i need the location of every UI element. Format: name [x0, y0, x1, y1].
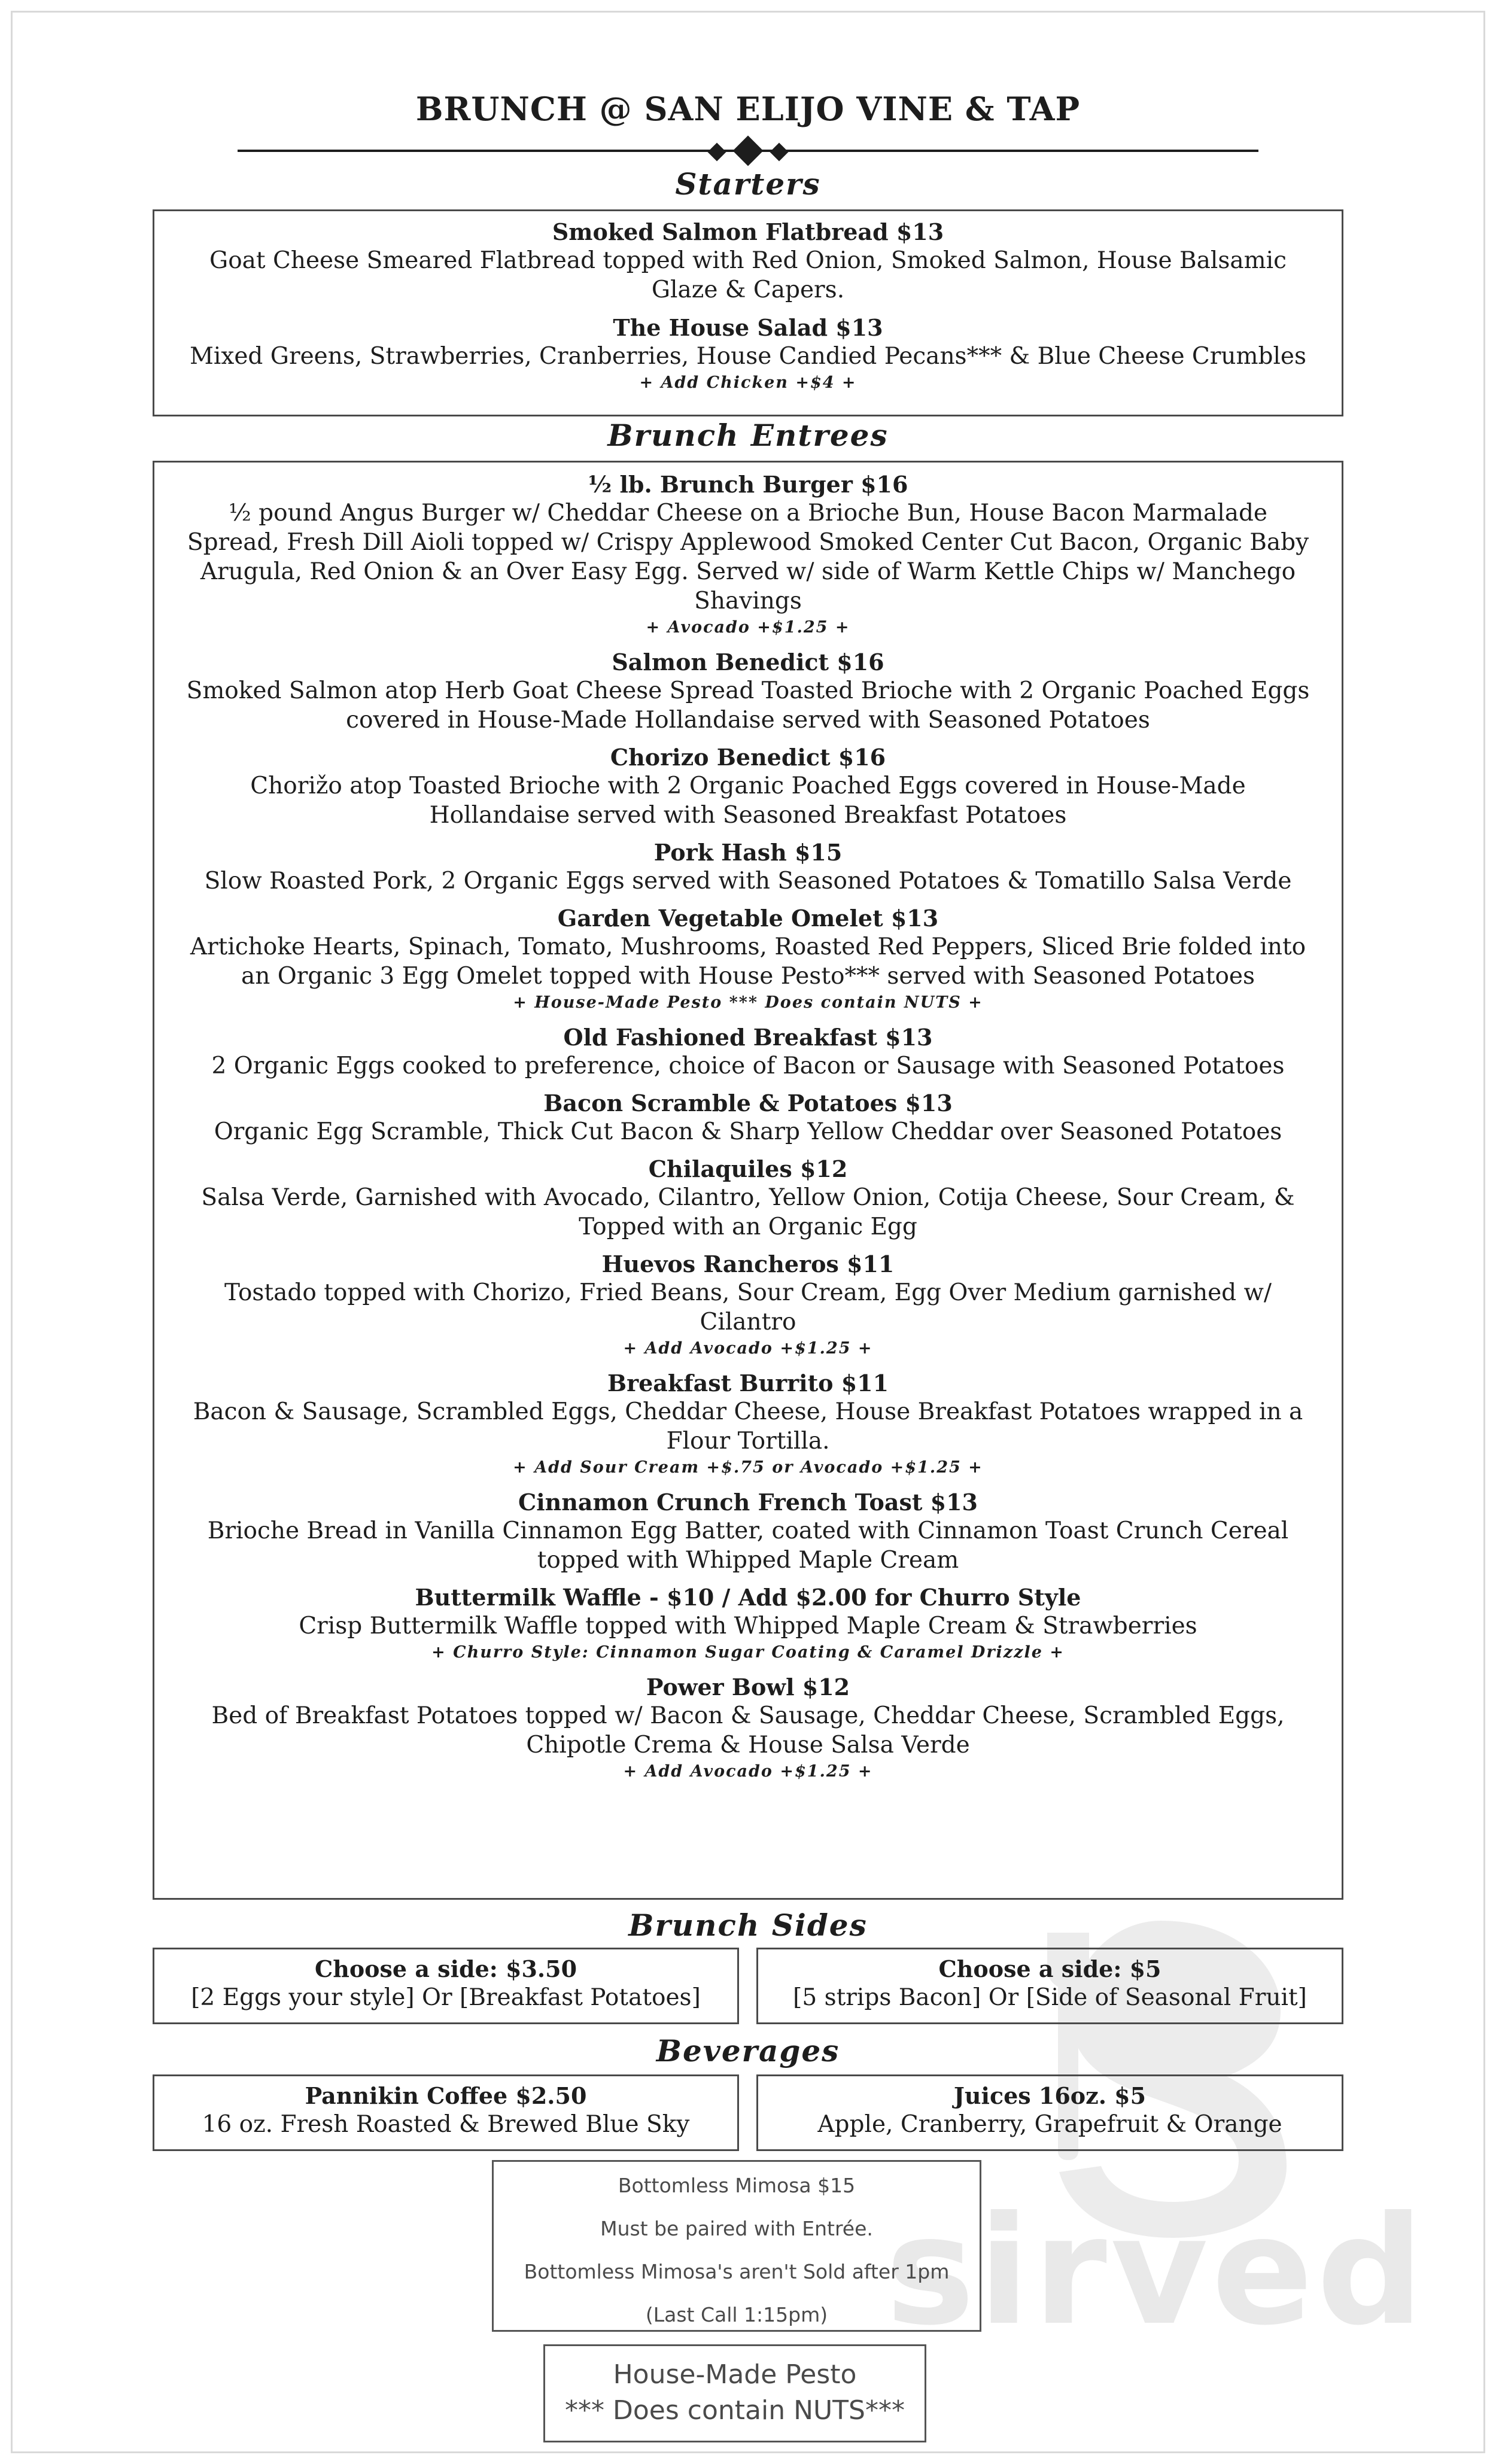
item-name: Bacon Scramble & Potatoes $13	[543, 1090, 953, 1117]
item-note: + Add Avocado +$1.25 +	[623, 1762, 873, 1781]
menu-item	[184, 839, 1312, 896]
beverage-description: 16 oz. Fresh Roasted & Brewed Blue Sky	[202, 2111, 690, 2138]
item-description: Artichoke Hearts, Spinach, Tomato, Mushrooms, Roasted Red Peppers, Sliced Brie folded into an Organic 3 Egg Omelet topped with House Pesto*** served with Seasoned Potatoes	[190, 933, 1306, 990]
item-name: Cinnamon Crunch French Toast $13	[518, 1489, 978, 1516]
item-description: Brioche Bread in Vanilla Cinnamon Egg Batter, coated with Cinnamon Toast Crunch Cereal topped with Whipped Maple Cream	[207, 1517, 1289, 1574]
item-name: Pork Hash $15	[653, 839, 843, 866]
item-note: + Add Sour Cream +$.75 or Avocado +$1.25 +	[513, 1458, 983, 1477]
item-name: Garden Vegetable Omelet $13	[557, 905, 939, 932]
sirved-watermark: sirved	[886, 2184, 1428, 2358]
menu-item	[184, 1584, 1312, 1665]
menu-title: BRUNCH @ SAN ELIJO VINE & TAP	[415, 90, 1081, 128]
side-description: [5 strips Bacon] Or [Side of Seasonal Fruit]	[793, 1984, 1307, 2011]
pesto-notice-box	[543, 2344, 926, 2442]
item-name: Huevos Rancheros $11	[601, 1251, 895, 1277]
menu-item	[184, 1024, 1312, 1081]
beverage-name: Juices 16oz. $5	[953, 2082, 1147, 2109]
section-title-starters: Starters	[675, 166, 821, 202]
menu-item	[184, 744, 1312, 830]
item-description: Bacon & Sausage, Scrambled Eggs, Cheddar Cheese, House Breakfast Potatoes wrapped in a Flour Tortilla.	[193, 1398, 1303, 1455]
item-name: Power Bowl $12	[646, 1674, 850, 1701]
pesto-line: House-Made Pesto	[613, 2359, 857, 2390]
item-name: ½ lb. Brunch Burger $16	[588, 471, 908, 498]
section-title-sides: Brunch Sides	[628, 1908, 868, 1943]
mimosa-line: Must be paired with Entrée.	[600, 2217, 873, 2240]
menu-item	[184, 471, 1312, 640]
mimosa-line: Bottomless Mimosa's aren't Sold after 1pm	[524, 2260, 950, 2283]
item-description: Salsa Verde, Garnished with Avocado, Cilantro, Yellow Onion, Cotija Cheese, Sour Cream, & Topped with an Organic Egg	[201, 1184, 1295, 1240]
starters-box	[153, 209, 1343, 416]
side-name: Choose a side: $5	[938, 1955, 1161, 1982]
menu-item	[184, 314, 1312, 395]
item-description: Chorižo atop Toasted Brioche with 2 Organic Poached Eggs covered in House-Made Hollandaise served with Seasoned Breakfast Potatoes	[250, 772, 1246, 829]
item-note: + Add Avocado +$1.25 +	[623, 1339, 873, 1358]
item-description: Slow Roasted Pork, 2 Organic Eggs served with Seasoned Potatoes & Tomatillo Salsa Verde	[204, 868, 1292, 895]
menu-item	[184, 1090, 1312, 1146]
item-note: + Add Chicken +$4 +	[639, 373, 857, 392]
mimosa-line: (Last Call 1:15pm)	[645, 2303, 828, 2326]
menu-item	[184, 649, 1312, 735]
section-title-entrees: Brunch Entrees	[607, 418, 889, 453]
menu-item	[184, 1251, 1312, 1361]
menu-item	[184, 905, 1312, 1015]
section-title-beverages: Beverages	[656, 2033, 840, 2068]
beverage-box	[756, 2074, 1343, 2151]
item-description: ½ pound Angus Burger w/ Cheddar Cheese on a Brioche Bun, House Bacon Marmalade Spread, Fresh Dill Aioli topped w/ Crispy Applewood Smoked Center Cut Bacon, Organic Baby Arugula, Red Onion & an Over Easy Egg. Served w/ side of Warm Kettle Chips w/ Manchego Shavings	[187, 500, 1309, 615]
item-name: Chilaquiles $12	[648, 1155, 848, 1182]
item-name: Chorizo Benedict $16	[610, 744, 886, 771]
mimosa-line: Bottomless Mimosa $15	[618, 2174, 856, 2197]
item-description: Mixed Greens, Strawberries, Cranberries, House Candied Pecans*** & Blue Cheese Crumbles	[189, 343, 1307, 370]
item-name: Smoked Salmon Flatbread $13	[552, 218, 944, 245]
menu-item	[184, 1155, 1312, 1242]
entrees-box	[153, 461, 1343, 1900]
item-note: + Avocado +$1.25 +	[646, 618, 850, 637]
item-description: Bed of Breakfast Potatoes topped w/ Bacon & Sausage, Cheddar Cheese, Scrambled Eggs, Chipotle Crema & House Salsa Verde	[211, 1702, 1285, 1759]
item-name: Old Fashioned Breakfast $13	[563, 1024, 933, 1051]
side-option-box	[756, 1948, 1343, 2024]
menu-item	[184, 218, 1312, 305]
menu-item	[184, 1674, 1312, 1784]
menu-item	[184, 1489, 1312, 1575]
mimosa-box	[492, 2160, 981, 2332]
item-description: Goat Cheese Smeared Flatbread topped with Red Onion, Smoked Salmon, House Balsamic Glaze & Capers.	[209, 247, 1287, 303]
item-note: + Churro Style: Cinnamon Sugar Coating & Caramel Drizzle +	[431, 1643, 1065, 1662]
item-name: Salmon Benedict $16	[612, 649, 884, 676]
item-description: Organic Egg Scramble, Thick Cut Bacon & Sharp Yellow Cheddar over Seasoned Potatoes	[214, 1118, 1282, 1145]
item-note: + House-Made Pesto *** Does contain NUTS +	[513, 993, 983, 1012]
item-name: The House Salad $13	[613, 314, 883, 341]
beverage-box	[153, 2074, 739, 2151]
item-description: Crisp Buttermilk Waffle topped with Whipped Maple Cream & Strawberries	[299, 1613, 1197, 1639]
beverage-name: Pannikin Coffee $2.50	[305, 2082, 587, 2109]
item-description: Smoked Salmon atop Herb Goat Cheese Spread Toasted Brioche with 2 Organic Poached Eggs covered in House-Made Hollandaise served with Seasoned Potatoes	[186, 677, 1310, 734]
side-description: [2 Eggs your style] Or [Breakfast Potatoes]	[191, 1984, 701, 2011]
entrees-list	[154, 471, 1342, 1784]
side-name: Choose a side: $3.50	[314, 1955, 577, 1982]
pesto-line: *** Does contain NUTS***	[564, 2395, 905, 2426]
item-name: Breakfast Burrito $11	[607, 1370, 889, 1397]
side-option-box	[153, 1948, 739, 2024]
item-description: Tostado topped with Chorizo, Fried Beans, Sour Cream, Egg Over Medium garnished w/ Cilantro	[224, 1279, 1272, 1336]
beverage-description: Apple, Cranberry, Grapefruit & Orange	[817, 2111, 1282, 2138]
item-name: Buttermilk Waffle - $10 / Add $2.00 for Churro Style	[415, 1584, 1081, 1611]
item-description: 2 Organic Eggs cooked to preference, choice of Bacon or Sausage with Seasoned Potatoes	[211, 1052, 1285, 1079]
menu-item	[184, 1370, 1312, 1480]
